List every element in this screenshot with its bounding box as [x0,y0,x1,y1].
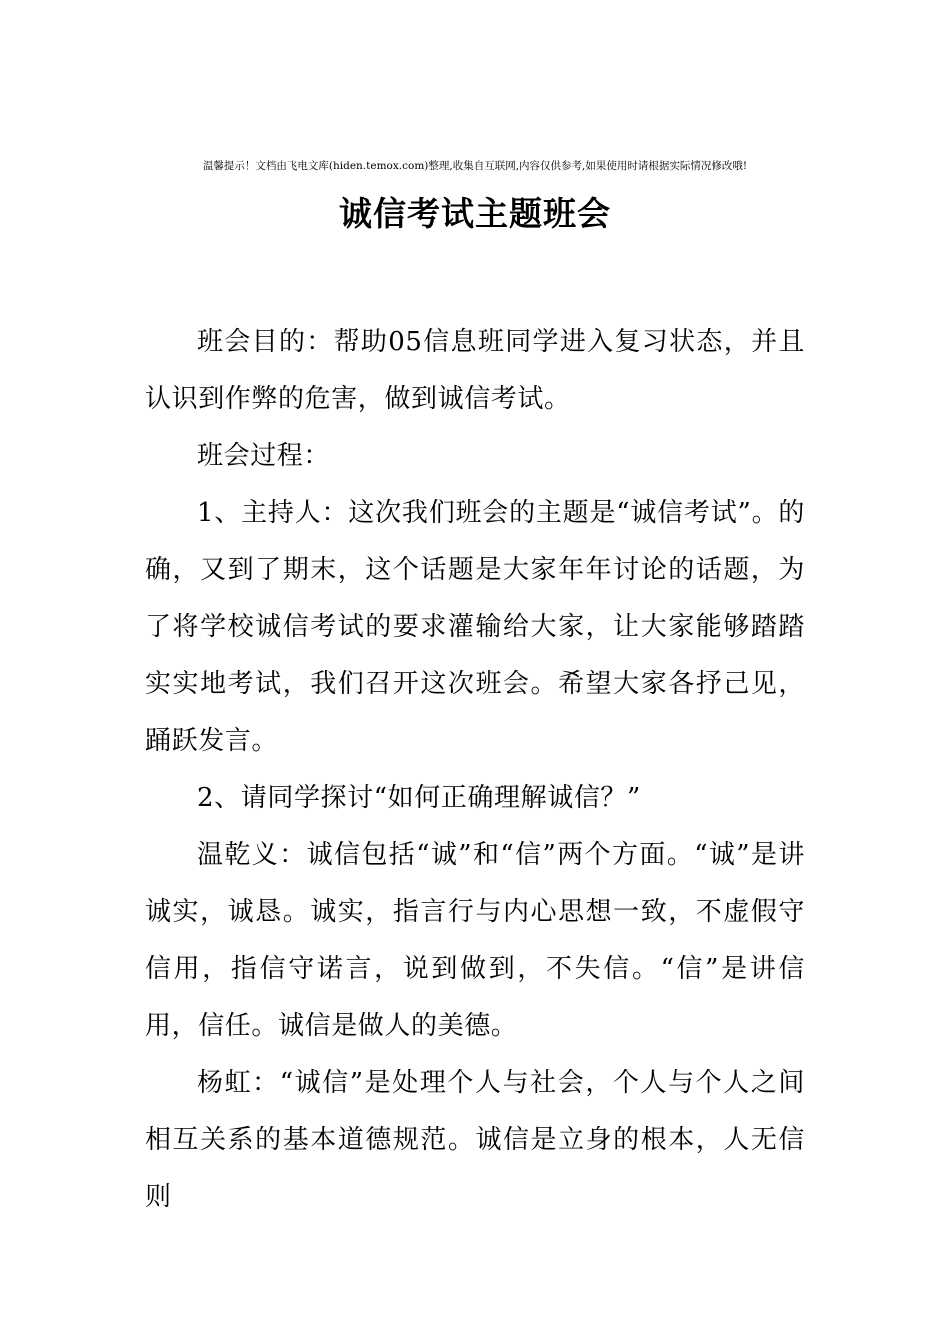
document-title: 诚信考试主题班会 [339,194,611,233]
paragraph-host: 1、主持人：这次我们班会的主题是“诚信考试”。的确，又到了期末，这个话题是大家年年讨论的话题，为了将学校诚信考试的要求灌输给大家，让大家能够踏踏实实地考试，我们召开这次班会。希望大家各抒己见，踊跃发言。 [145,498,805,756]
paragraph-purpose: 班会目的：帮助05信息班同学进入复习状态，并且认识到作弊的危害，做到诚信考试。 [145,327,805,414]
paragraph-process-heading: 班会过程： [197,441,331,471]
document-body [145,314,805,1226]
paragraph-discussion-question: 2、请同学探讨“如何正确理解诚信？” [197,783,641,813]
header-notice: 温馨提示！文档由飞电文库(hiden.temox.com)整理,收集自互联网,内容仅供参考,如果使用时请根据实际情况修改哦! [202,160,748,172]
paragraph-wen-qianyi: 温乾义：诚信包括“诚”和“信”两个方面。“诚”是讲诚实，诚恳。诚实，指言行与内心思想一致，不虚假守信用，指信守诺言，说到做到，不失信。“信”是讲信用，信任。诚信是做人的美德。 [145,840,805,1041]
paragraph-yang-hong: 杨虹：“诚信”是处理个人与社会，个人与个人之间相互关系的基本道德规范。诚信是立身的根本，人无信则 [145,1068,805,1212]
